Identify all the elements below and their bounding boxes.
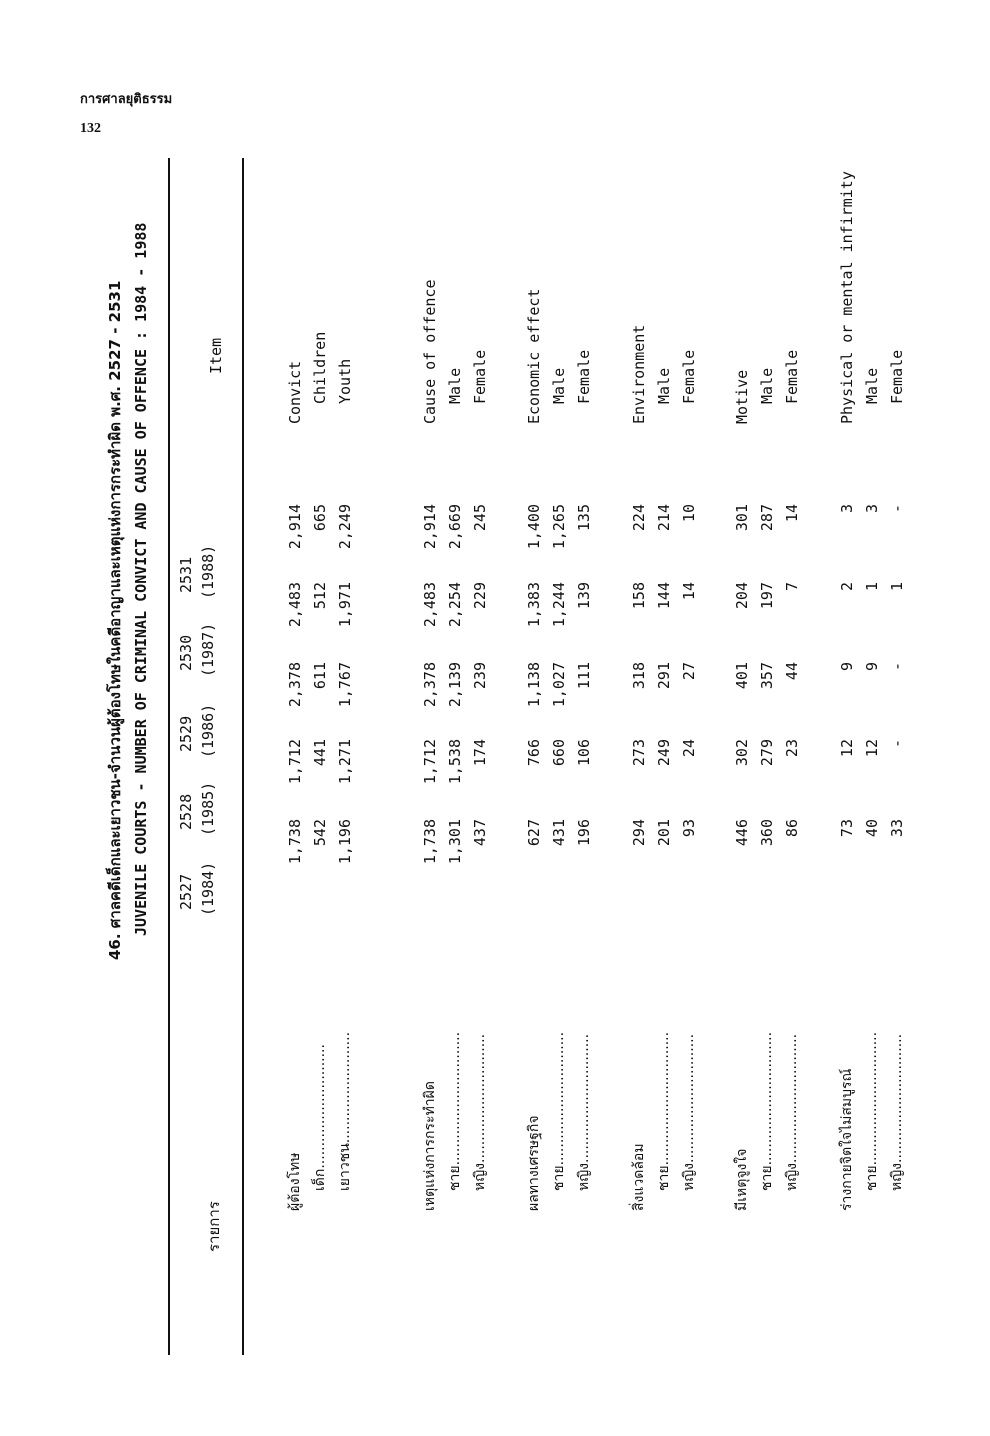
table-cell: 1,738 [286,819,304,865]
table-cell: 1,265 [550,504,568,550]
table-cell: 318 [630,662,648,690]
table-cell: 3 [863,504,881,514]
row-label-thai: ชาย.............................. [551,1031,567,1191]
row-label-thai: หญิง............................. [889,1033,905,1191]
row-label-english: Youth [336,358,354,404]
row-label-english: Male [863,367,881,404]
table-cell: 665 [311,504,329,532]
table-cell: 7 [783,582,801,592]
table-cell: 73 [838,819,856,838]
table-cell: 446 [733,819,751,847]
column-header-english: Item [207,337,225,374]
table-cell: 158 [630,582,648,610]
table-cell: 106 [575,739,593,767]
table-cell: 1,712 [421,739,439,785]
table-cell: 2,914 [286,504,304,550]
table-cell: 291 [655,662,673,690]
row-label-thai: หญิง............................. [472,1033,488,1191]
table-cell: 10 [680,504,698,523]
row-label-thai: หญิง............................. [681,1033,697,1191]
column-header-thai: รายการ [205,1201,223,1252]
table-cell: 301 [733,504,751,532]
table-cell: 287 [758,504,776,532]
table-cell: 214 [655,504,673,532]
row-label-thai: สิ่งแวดล้อม [631,1143,647,1211]
table-cell: 1,196 [336,819,354,865]
table-cell: 431 [550,819,568,847]
table-cell: 611 [311,662,329,690]
row-label-english: Cause of offence [421,279,439,424]
table-cell: 144 [655,582,673,610]
page-number: 132 [80,121,101,136]
table-cell: 27 [680,662,698,681]
table-cell: 197 [758,582,776,610]
table-cell: 1,138 [525,662,543,708]
row-label-thai: ชาย.............................. [864,1031,880,1191]
table-cell: 1,271 [336,739,354,785]
year-header-ce: (1985) [199,781,217,836]
table-cell: 294 [630,819,648,847]
year-header-be: 2527 [177,873,195,910]
row-label-thai: ร่างกายจิตใจไม่สมบูรณ์ [839,1068,855,1211]
table-cell: 2,483 [286,582,304,628]
year-header-ce: (1987) [199,622,217,677]
row-label-thai: ชาย.............................. [656,1031,672,1191]
row-label-english: Motive [733,369,751,424]
row-label-english: Children [311,331,329,404]
table-cell: 437 [471,819,489,847]
row-label-english: Male [550,367,568,404]
table-cell: 1,400 [525,504,543,550]
row-label-english: Convict [286,360,304,424]
table-cell: 40 [863,819,881,838]
table-cell: 2,914 [421,504,439,550]
table-cell: 1,767 [336,662,354,708]
row-label-english: Male [758,367,776,404]
table-cell: 1 [888,582,906,592]
table-cell: - [888,739,906,749]
table-cell: 2,139 [446,662,464,708]
table-cell: 273 [630,739,648,767]
year-header-be: 2529 [177,715,195,752]
row-label-english: Female [783,349,801,404]
row-label-thai: หญิง............................. [784,1033,800,1191]
table-cell: 2,669 [446,504,464,550]
table-cell: 249 [655,739,673,767]
table-cell: - [888,662,906,672]
year-header-be: 2531 [177,556,195,593]
table-cell: 196 [575,819,593,847]
row-label-thai: ชาย.............................. [759,1031,775,1191]
table-cell: 627 [525,819,543,847]
table-cell: 512 [311,582,329,610]
year-header-ce: (1988) [199,544,217,599]
year-header-ce: (1986) [199,703,217,758]
table-cell: 14 [783,504,801,523]
table-cell: 1,383 [525,582,543,628]
table-cell: 174 [471,739,489,767]
row-label-thai: ผู้ต้องโทษ [287,1152,303,1211]
table-title-english: JUVENILE COURTS - NUMBER OF CRIMINAL CONVICT AND CAUSE OF OFFENCE : 1984 - 1988 [132,222,150,936]
row-label-thai: หญิง............................. [576,1033,592,1191]
table-cell: 1,027 [550,662,568,708]
table-cell: 245 [471,504,489,532]
table-cell: 9 [838,662,856,672]
row-label-english: Environment [630,324,648,424]
table-cell: 2,483 [421,582,439,628]
table-cell: 1,301 [446,819,464,865]
row-label-english: Physical or mental infirmity [838,171,856,424]
row-label-english: Economic effect [525,288,543,424]
table-cell: 139 [575,582,593,610]
table-cell: 357 [758,662,776,690]
row-label-thai: ชาย.............................. [447,1031,463,1191]
table-cell: 111 [575,662,593,690]
table-cell: 23 [783,739,801,758]
table-cell: 135 [575,504,593,532]
table-cell: 9 [863,662,881,672]
row-label-english: Male [446,367,464,404]
row-label-thai: มีเหตุจูงใจ [734,1148,750,1211]
table-cell: 2,378 [286,662,304,708]
row-label-thai: เยาวชน......................... [337,1031,353,1191]
table-cell: 401 [733,662,751,690]
table-cell: 1,244 [550,582,568,628]
year-header-be: 2530 [177,634,195,671]
row-label-thai: เหตุแห่งการกระทำผิด [422,1081,438,1211]
row-label-thai: เด็ก............................ [312,1044,328,1191]
row-label-thai: ผลทางเศรษฐกิจ [526,1115,542,1211]
table-cell: 2,378 [421,662,439,708]
table-cell: 224 [630,504,648,532]
table-cell: 12 [863,739,881,758]
table-cell: 2,249 [336,504,354,550]
row-label-english: Female [888,349,906,404]
table-cell: 1,712 [286,739,304,785]
table-cell: 33 [888,819,906,838]
row-label-english: Female [680,349,698,404]
table-cell: 12 [838,739,856,758]
table-cell: 441 [311,739,329,767]
running-header: การศาลยุติธรรม [80,92,173,107]
table-cell: 239 [471,662,489,690]
table-cell: 86 [783,819,801,838]
row-label-english: Female [575,349,593,404]
row-label-english: Male [655,367,673,404]
table-cell: 1,971 [336,582,354,628]
table-cell: 93 [680,819,698,838]
table-cell: 229 [471,582,489,610]
table-cell: 2 [838,582,856,592]
table-cell: 204 [733,582,751,610]
table-title-thai: 46. ศาลคดีเด็กและเยาวชน-จำนวนผู้ต้องโทษในคดีอาญาและเหตุแห่งการกระทำผิด พ.ศ. 2527 - 2531 [106,280,124,960]
table-cell: 3 [838,504,856,514]
table-cell: - [888,504,906,514]
table-cell: 2,254 [446,582,464,628]
table-cell: 302 [733,739,751,767]
table-cell: 660 [550,739,568,767]
table-cell: 766 [525,739,543,767]
table-cell: 279 [758,739,776,767]
table-cell: 360 [758,819,776,847]
table-cell: 201 [655,819,673,847]
year-header-be: 2528 [177,793,195,830]
table-cell: 1 [863,582,881,592]
table-cell: 1,738 [421,819,439,865]
table-cell: 1,538 [446,739,464,785]
table-cell: 44 [783,662,801,681]
row-label-english: Female [471,349,489,404]
table-cell: 24 [680,739,698,758]
table-cell: 542 [311,819,329,847]
year-header-ce: (1984) [199,861,217,916]
table-cell: 14 [680,582,698,601]
